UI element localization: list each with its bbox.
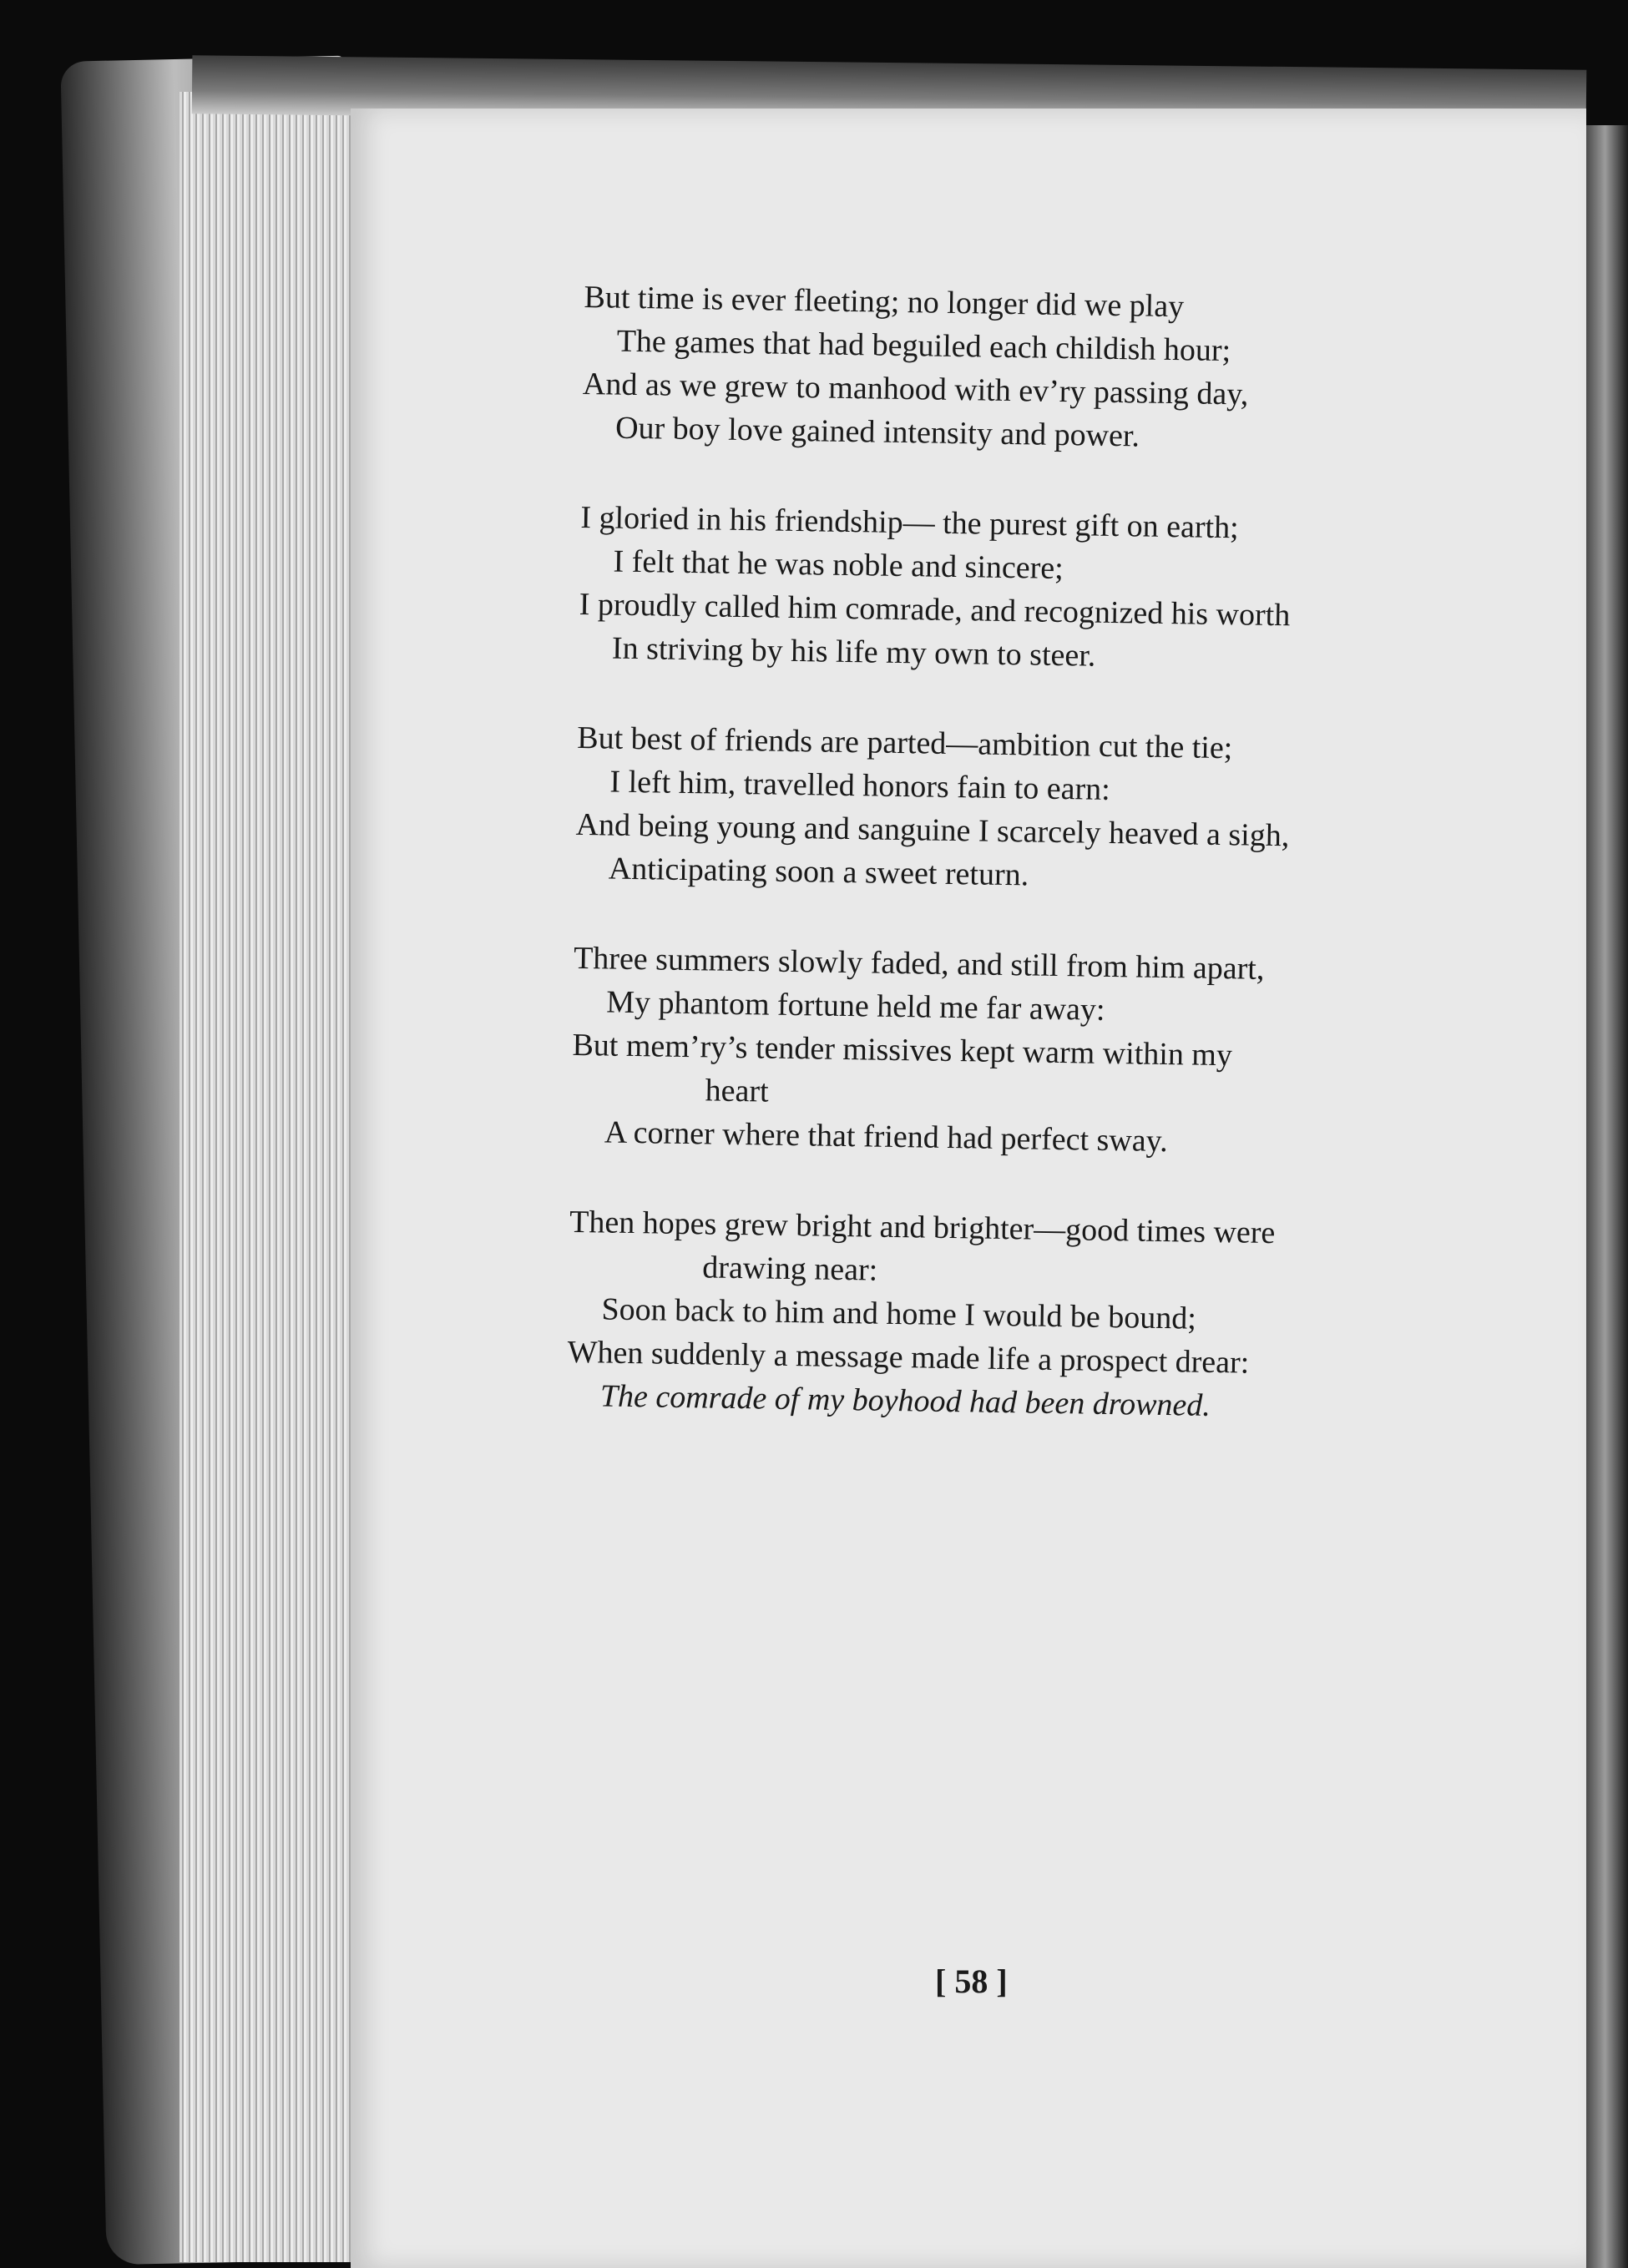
- book-right-edge: [1582, 125, 1628, 2268]
- poem-line: I felt that he was noble and sincere;: [613, 543, 1064, 587]
- poem-line: In striving by his life my own to steer.: [611, 630, 1096, 674]
- poem-line: My phantom fortune held me far away:: [605, 984, 1105, 1028]
- stanza-2: [579, 496, 1550, 684]
- poem-line: heart: [705, 1073, 769, 1109]
- poem-line: A corner where that friend had perfect sway.: [604, 1114, 1169, 1159]
- poem-line: I proudly called him comrade, and recognized his worth: [579, 586, 1291, 634]
- poem-line: I gloried in his friendship— the purest gift on earth;: [580, 499, 1240, 546]
- page-number: [ 58 ]: [935, 1962, 1008, 2000]
- poem-line: But best of friends are parted—ambition cut the tie;: [576, 720, 1233, 766]
- poem-line: The games that had beguiled each childish hour;: [616, 323, 1231, 369]
- poem-line: I left him, travelled honors fain to earn:: [609, 764, 1111, 807]
- poem-line: And being young and sanguine I scarcely heaved a sigh,: [575, 806, 1290, 854]
- poem-line: Anticipating soon a sweet return.: [608, 851, 1029, 893]
- poem-line: drawing near:: [702, 1250, 878, 1288]
- stanza-4: [570, 937, 1542, 1169]
- poem-line-italic: The comrade of my boyhood had been drowned.: [599, 1378, 1211, 1423]
- poem: [566, 275, 1553, 1479]
- poem-line: But mem’ry’s tender missives kept warm within my: [572, 1027, 1233, 1073]
- poem-line: Three summers slowly faded, and still from him apart,: [573, 940, 1265, 987]
- stanza-3: [574, 716, 1545, 905]
- poem-line: Soon back to him and home I would be bound;: [601, 1291, 1197, 1336]
- poem-line: But time is ever fleeting; no longer did we play: [584, 279, 1185, 325]
- stanza-1: [582, 275, 1553, 464]
- poem-line: Our boy love gained intensity and power.: [614, 410, 1140, 454]
- poem-line: Then hopes grew bright and brighter—good times were: [569, 1204, 1276, 1251]
- book-page: [351, 109, 1586, 2268]
- poem-line: When suddenly a message made life a prospect drear:: [567, 1334, 1250, 1381]
- stanza-5: [567, 1200, 1539, 1432]
- page-stack-edge: [179, 92, 355, 2262]
- poem-line: And as we grew to manhood with ev’ry passing day,: [582, 366, 1249, 412]
